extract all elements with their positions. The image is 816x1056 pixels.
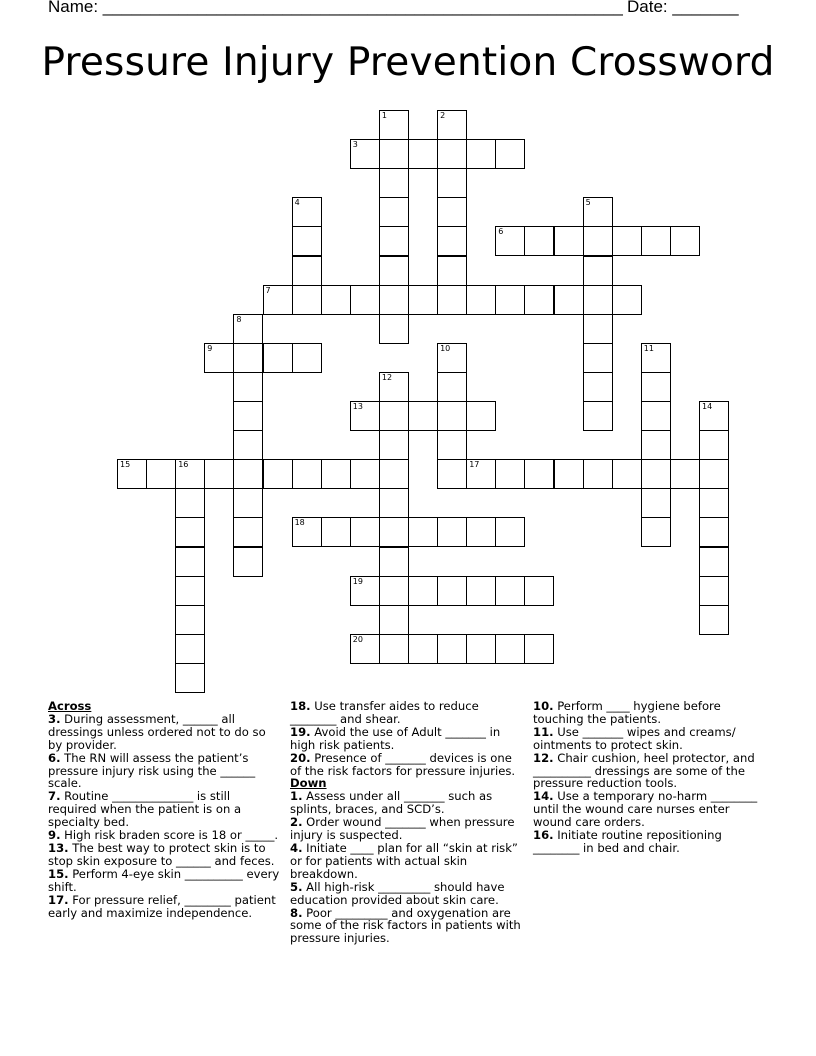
crossword-cell[interactable] [379, 168, 409, 198]
clue-item-number: 10. [533, 699, 554, 713]
crossword-cell[interactable] [612, 459, 642, 489]
crossword-cell[interactable] [699, 517, 729, 547]
clue-item-number: 5. [290, 879, 303, 894]
clue-item-number: 15. [48, 866, 69, 881]
crossword-cell[interactable] [641, 343, 671, 373]
crossword-cell[interactable] [233, 430, 263, 460]
clue-item [48, 713, 280, 752]
name-field[interactable]: Name: _______________________________________________________ [48, 0, 623, 16]
clue-item [290, 790, 522, 816]
clue-item-number: 9. [48, 828, 61, 843]
clue-item [533, 752, 769, 791]
crossword-cell[interactable] [233, 488, 263, 518]
clue-item-text: Use _______ wipes and creams/ ointments to protect skin. [533, 724, 736, 752]
crossword-cell[interactable] [321, 459, 351, 489]
clue-number: 11 [643, 343, 654, 353]
crossword-cell[interactable] [437, 197, 467, 227]
crossword-cell[interactable] [292, 343, 322, 373]
crossword-cell[interactable] [495, 459, 525, 489]
clue-number: 17 [469, 460, 480, 470]
clue-item [290, 907, 522, 946]
clue-item-number: 6. [48, 750, 61, 765]
clue-number: 10 [440, 343, 451, 353]
clue-item-text: Chair cushion, heel protector, and __________ dressings are some of the pressure reduction tools. [533, 750, 755, 791]
clue-item-text: Use transfer aides to reduce ________ and shear. [290, 699, 479, 726]
crossword-cell[interactable] [437, 168, 467, 198]
clue-column-3 [533, 700, 769, 855]
clue-item-number: 13. [48, 840, 69, 855]
clue-item [48, 894, 280, 920]
crossword-cell[interactable] [641, 459, 671, 489]
crossword-cell[interactable] [699, 459, 729, 489]
crossword-cell[interactable] [437, 285, 467, 315]
clue-item-text: Assess under all _______ such as splints, braces, and SCD’s. [290, 789, 493, 817]
crossword-cell[interactable] [379, 256, 409, 286]
crossword-cell[interactable] [466, 459, 496, 489]
crossword-cell[interactable] [292, 256, 322, 286]
crossword-cell[interactable] [524, 576, 554, 606]
clue-item [533, 829, 769, 855]
clue-item-text: Initiate routine repositioning ________ in bed and chair. [533, 828, 722, 855]
crossword-cell[interactable] [495, 576, 525, 606]
crossword-cell[interactable] [699, 488, 729, 518]
clue-item-number: 4. [290, 840, 303, 855]
clue-item-text: Poor _________ and oxygenation are some of the risk factors in patients with pressure injuries. [290, 905, 521, 946]
crossword-cell[interactable] [437, 401, 467, 431]
clue-item [48, 752, 280, 791]
crossword-cell[interactable] [292, 226, 322, 256]
clue-item-text: Avoid the use of Adult _______ in high risk patients. [290, 724, 501, 752]
crossword-cell[interactable] [437, 343, 467, 373]
crossword-cell[interactable] [379, 605, 409, 635]
crossword-cell[interactable] [233, 401, 263, 431]
crossword-cell[interactable] [437, 372, 467, 402]
crossword-cell[interactable] [641, 430, 671, 460]
crossword-cell[interactable] [204, 343, 234, 373]
crossword-cell[interactable] [583, 401, 613, 431]
crossword-cell[interactable] [175, 663, 205, 693]
crossword-cell[interactable] [583, 459, 613, 489]
crossword-cell[interactable] [175, 605, 205, 635]
crossword-cell[interactable] [699, 430, 729, 460]
crossword-cell[interactable] [350, 139, 380, 169]
crossword-cell[interactable] [641, 517, 671, 547]
crossword-cell[interactable] [437, 459, 467, 489]
clue-number: 12 [381, 372, 393, 382]
crossword-cell[interactable] [612, 226, 642, 256]
crossword-cell[interactable] [583, 197, 613, 227]
clue-number: 15 [120, 460, 131, 470]
date-field[interactable]: Date: _______ [627, 0, 739, 16]
crossword-cell[interactable] [437, 517, 467, 547]
crossword-cell[interactable] [292, 459, 322, 489]
clue-section-heading: Down [290, 776, 327, 791]
crossword-cell[interactable] [204, 459, 234, 489]
clue-item-text: Perform 4-eye skin __________ every shift. [48, 866, 280, 894]
crossword-cell[interactable] [641, 372, 671, 402]
crossword-cell[interactable] [379, 226, 409, 256]
crossword-cell[interactable] [175, 459, 205, 489]
crossword-cell[interactable] [466, 401, 496, 431]
crossword-cell[interactable] [379, 634, 409, 664]
crossword-cell[interactable] [379, 488, 409, 518]
crossword-cell[interactable] [379, 547, 409, 577]
clue-item-text: During assessment, ______ all dressings unless ordered not to do so by provider. [48, 711, 266, 752]
crossword-cell[interactable] [175, 634, 205, 664]
crossword-cell[interactable] [175, 488, 205, 518]
crossword-cell[interactable] [233, 517, 263, 547]
clue-number: 9 [207, 343, 213, 353]
crossword-cell[interactable] [379, 197, 409, 227]
crossword-cell[interactable] [379, 285, 409, 315]
crossword-cell[interactable] [350, 401, 380, 431]
crossword-cell[interactable] [408, 139, 438, 169]
crossword-cell[interactable] [612, 285, 642, 315]
crossword-cell[interactable] [379, 459, 409, 489]
crossword-cell[interactable] [175, 576, 205, 606]
crossword-cell[interactable] [263, 285, 293, 315]
clue-item-text: All high-risk _________ should have education provided about skin care. [290, 879, 505, 907]
clue-item [48, 790, 280, 829]
crossword-cell[interactable] [641, 226, 671, 256]
crossword-cell[interactable] [583, 226, 613, 256]
clue-item [290, 726, 522, 752]
crossword-cell[interactable] [699, 605, 729, 635]
clue-number: 5 [585, 198, 591, 208]
crossword-cell[interactable] [379, 401, 409, 431]
crossword-cell[interactable] [437, 256, 467, 286]
clue-item-number: 1. [290, 789, 303, 804]
clue-number: 19 [352, 576, 363, 586]
crossword-cell[interactable] [233, 343, 263, 373]
clue-item [48, 842, 280, 868]
clue-item-number: 16. [533, 828, 554, 843]
crossword-cell[interactable] [408, 285, 438, 315]
crossword-cell[interactable] [350, 285, 380, 315]
clue-item [290, 752, 522, 778]
crossword-cell[interactable] [466, 139, 496, 169]
crossword-cell[interactable] [321, 517, 351, 547]
crossword-cell[interactable] [699, 547, 729, 577]
crossword-cell[interactable] [466, 285, 496, 315]
crossword-cell[interactable] [437, 576, 467, 606]
crossword-cell[interactable] [583, 256, 613, 286]
crossword-cell[interactable] [379, 430, 409, 460]
crossword-cell[interactable] [466, 634, 496, 664]
clue-item [533, 700, 769, 726]
clue-item-text: Use a temporary no-harm ________ until the wound care nurses enter wound care orders. [533, 789, 758, 830]
clue-item-number: 14. [533, 789, 554, 804]
clue-item-text: High risk braden score is 18 or _____. [60, 828, 279, 843]
crossword-cell[interactable] [437, 430, 467, 460]
crossword-cell[interactable] [350, 576, 380, 606]
crossword-cell[interactable] [233, 372, 263, 402]
crossword-cell[interactable] [321, 285, 351, 315]
crossword-cell[interactable] [263, 343, 293, 373]
crossword-cell[interactable] [408, 634, 438, 664]
crossword-cell[interactable] [437, 139, 467, 169]
clue-item [290, 842, 522, 881]
crossword-cell[interactable] [583, 285, 613, 315]
crossword-cell[interactable] [495, 226, 525, 256]
crossword-cell[interactable] [350, 517, 380, 547]
clue-item-number: 11. [533, 724, 554, 739]
clue-item [533, 790, 769, 829]
crossword-cell[interactable] [175, 547, 205, 577]
crossword-cell[interactable] [408, 576, 438, 606]
crossword-cell[interactable] [495, 285, 525, 315]
crossword-cell[interactable] [292, 197, 322, 227]
clue-item [290, 700, 522, 726]
crossword-cell[interactable] [670, 459, 700, 489]
crossword-cell[interactable] [495, 634, 525, 664]
clue-item-text: The best way to protect skin is to stop skin exposure to ______ and feces. [48, 840, 275, 868]
clue-number: 3 [352, 140, 358, 150]
crossword-cell[interactable] [437, 110, 467, 140]
clue-number: 4 [294, 198, 300, 208]
crossword-cell[interactable] [495, 517, 525, 547]
crossword-cell[interactable] [495, 139, 525, 169]
clue-item [48, 868, 280, 894]
clue-number: 16 [178, 460, 189, 470]
crossword-cell[interactable] [379, 576, 409, 606]
clue-number: 20 [352, 634, 363, 644]
clue-number: 1 [381, 111, 387, 120]
crossword-cell[interactable] [670, 226, 700, 256]
clue-item-number: 17. [48, 892, 69, 907]
crossword-cell[interactable] [379, 314, 409, 344]
crossword-cell[interactable] [175, 517, 205, 547]
crossword-cell[interactable] [379, 372, 409, 402]
crossword-cell[interactable] [554, 459, 584, 489]
crossword-cell[interactable] [379, 110, 409, 140]
clue-item [290, 881, 522, 907]
clue-number: 2 [440, 111, 446, 120]
crossword-cell[interactable] [699, 576, 729, 606]
crossword-cell[interactable] [554, 285, 584, 315]
clue-item-text: Initiate ____ plan for all “skin at risk” or for patients with actual skin breakdown. [290, 840, 518, 881]
crossword-cell[interactable] [379, 139, 409, 169]
clue-item [290, 816, 522, 842]
clue-item-text: For pressure relief, ________ patient early and maximize independence. [48, 892, 276, 920]
crossword-cell[interactable] [437, 634, 467, 664]
crossword-cell[interactable] [466, 517, 496, 547]
clue-number: 14 [702, 402, 713, 411]
clue-item-number: 12. [533, 750, 554, 765]
crossword-cell[interactable] [583, 343, 613, 373]
clue-item-text: Order wound _______ when pressure injury is suspected. [290, 815, 515, 843]
crossword-cell[interactable] [641, 488, 671, 518]
crossword-cell[interactable] [146, 459, 176, 489]
crossword-cell[interactable] [524, 226, 554, 256]
crossword-cell[interactable] [583, 314, 613, 344]
crossword-cell[interactable] [117, 459, 147, 489]
clue-item-number: 2. [290, 815, 303, 830]
crossword-cell[interactable] [466, 576, 496, 606]
clue-item-number: 18. [290, 699, 311, 713]
crossword-cell[interactable] [233, 547, 263, 577]
clue-item-text: Presence of _______ devices is one of the risk factors for pressure injuries. [290, 750, 516, 778]
crossword-cell[interactable] [524, 459, 554, 489]
clue-number: 8 [236, 314, 242, 324]
crossword-cell[interactable] [233, 314, 263, 344]
crossword-cell[interactable] [292, 517, 322, 547]
clue-item-text: The RN will assess the patient’s pressure injury risk using the ______ scale. [48, 750, 256, 791]
crossword-cell[interactable] [524, 285, 554, 315]
crossword-cell[interactable] [233, 459, 263, 489]
crossword-cell[interactable] [350, 459, 380, 489]
crossword-cell[interactable] [292, 285, 322, 315]
crossword-cell[interactable] [583, 372, 613, 402]
clue-item-number: 20. [290, 750, 311, 765]
crossword-cell[interactable] [408, 517, 438, 547]
clue-item [533, 726, 769, 752]
page-title: Pressure Injury Prevention Crossword [41, 40, 775, 85]
crossword-cell[interactable] [263, 459, 293, 489]
crossword-cell[interactable] [699, 401, 729, 431]
clue-column-2 [290, 700, 522, 945]
crossword-cell[interactable] [641, 401, 671, 431]
crossword-cell[interactable] [437, 226, 467, 256]
clue-column-1 [48, 700, 280, 919]
clue-item-number: 19. [290, 724, 311, 739]
crossword-cell[interactable] [379, 517, 409, 547]
clue-item-number: 3. [48, 711, 61, 726]
crossword-cell[interactable] [350, 634, 380, 664]
clue-number: 7 [265, 285, 271, 295]
clue-section-heading: Across [48, 699, 92, 713]
clue-number: 13 [352, 402, 363, 411]
crossword-cell[interactable] [408, 401, 438, 431]
crossword-cell[interactable] [554, 226, 584, 256]
clue-item-number: 7. [48, 789, 61, 804]
clue-number: 18 [294, 518, 305, 528]
clue-item-text: Routine ______________ is still required when the patient is on a specialty bed. [48, 789, 242, 830]
clue-item-text: Perform ____ hygiene before touching the patients. [533, 699, 721, 726]
crossword-cell[interactable] [524, 634, 554, 664]
clue-number: 6 [498, 227, 504, 237]
clue-item-number: 8. [290, 905, 303, 920]
